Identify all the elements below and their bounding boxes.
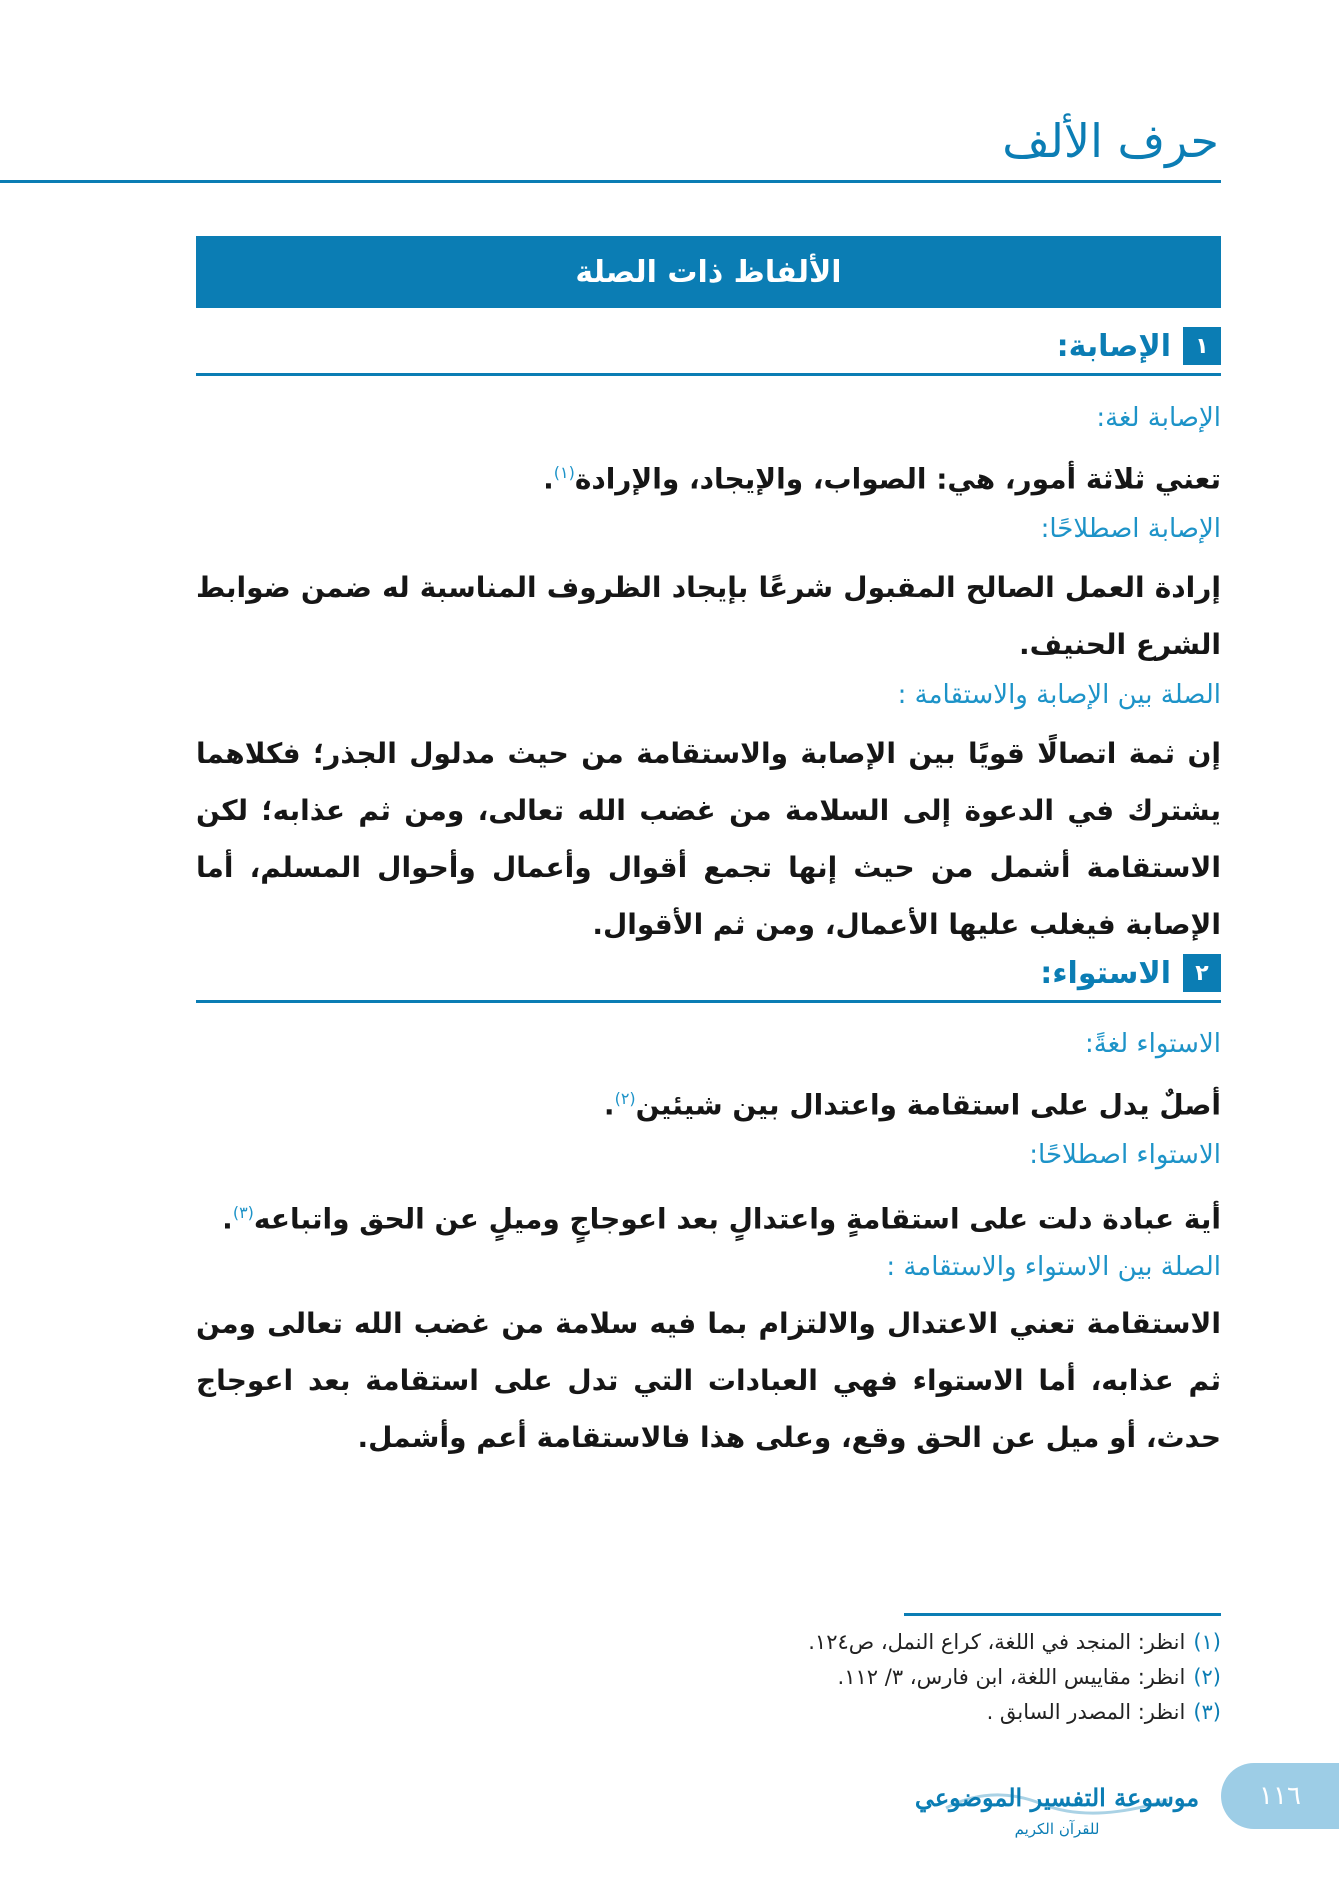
page-number: ١١٦ — [1259, 1781, 1301, 1811]
term-title: الإصابة: — [1056, 328, 1171, 364]
sentence-end: . — [222, 1202, 233, 1236]
relation-paragraph: الاستقامة تعني الاعتدال والالتزام بما فيه سلامة من غضب الله تعالى ومن ثم عذابه، أما الاستواء فهي العبادات التي تدل على استقامة بعد اعوجاج حدث، أو ميل عن الحق وقع، وعلى هذا فالاستقامة أعم وأشمل. — [196, 1307, 1221, 1454]
logo-title: موسوعة التفسير الموضوعي — [914, 1783, 1200, 1812]
sentence-end: . — [543, 462, 554, 496]
footnote-number: (٣) — [1193, 1700, 1221, 1724]
running-header-title: حرف الألف — [1002, 114, 1219, 168]
sentence-end: . — [603, 1088, 615, 1122]
term-definition — [196, 1184, 1221, 1247]
footnote-ref[interactable]: (١) — [553, 463, 575, 482]
relation-paragraph: إن ثمة اتصالًا قويًا بين الإصابة والاستقامة من حيث مدلول الجذر؛ فكلاهما يشترك في الدعوة إلى السلامة من غضب الله تعالى، ومن ثم عذابه؛ لكن الاستقامة أشمل من حيث إنها تجمع أقوال وأعمال وأحوال المسلم، أما الإصابة فيغلب عليها الأعمال، ومن ثم الأقوال. — [196, 737, 1221, 941]
footnote-text: انظر: المصدر السابق . — [986, 1700, 1186, 1724]
lang-definition — [196, 1070, 1221, 1133]
footnote-rule — [904, 1613, 1221, 1616]
term-heading-1 — [196, 326, 1221, 366]
term-definition-text: أية عبادة دلت على استقامةٍ واعتدالٍ بعد اعوجاجٍ وميلٍ عن الحق واتباعه — [253, 1202, 1221, 1236]
lang-subheading: الإصابة لغة: — [1096, 403, 1221, 433]
term-number-badge: ٢ — [1183, 954, 1221, 992]
footnote-3 — [987, 1700, 1221, 1725]
footnote-ref[interactable]: (٣) — [232, 1203, 254, 1222]
footnote-text: انظر: مقاييس اللغة، ابن فارس، ٣/ ١١٢. — [837, 1665, 1186, 1689]
footnote-text: انظر: المنجد في اللغة، كراع النمل، ص١٢٤. — [808, 1630, 1186, 1654]
relation-subheading: الصلة بين الإصابة والاستقامة : — [897, 680, 1221, 710]
relation-subheading: الصلة بين الاستواء والاستقامة : — [886, 1252, 1221, 1282]
term-rule — [196, 1000, 1221, 1003]
encyclopedia-logo — [914, 1764, 1200, 1844]
section-banner — [196, 236, 1221, 308]
lang-definition-text: أصلٌ يدل على استقامة واعتدال بين شيئين — [635, 1088, 1221, 1122]
term-subheading: الاستواء اصطلاحًا: — [1029, 1140, 1221, 1170]
section-title: الألفاظ ذات الصلة — [575, 254, 842, 290]
header-rule — [0, 180, 1221, 183]
logo-subtitle: للقرآن الكريم — [1014, 1820, 1100, 1838]
term-subheading: الإصابة اصطلاحًا: — [1040, 514, 1221, 544]
lang-subheading: الاستواء لغةً: — [1085, 1029, 1221, 1059]
term-number-badge: ١ — [1183, 327, 1221, 365]
term-title: الاستواء: — [1040, 955, 1171, 991]
lang-definition — [196, 444, 1221, 507]
term-rule — [196, 373, 1221, 376]
footnote-ref[interactable]: (٢) — [614, 1089, 636, 1108]
lang-definition-text: تعني ثلاثة أمور، هي: الصواب، والإيجاد، والإرادة — [574, 462, 1221, 496]
term-heading-2 — [196, 953, 1221, 993]
footnote-number: (١) — [1193, 1630, 1221, 1654]
footnote-2 — [838, 1665, 1221, 1690]
term-definition: إرادة العمل الصالح المقبول شرعًا بإيجاد الظروف المناسبة له ضمن ضوابط الشرع الحنيف. — [196, 571, 1221, 661]
footnote-1 — [808, 1630, 1221, 1655]
footnote-number: (٢) — [1193, 1665, 1221, 1689]
